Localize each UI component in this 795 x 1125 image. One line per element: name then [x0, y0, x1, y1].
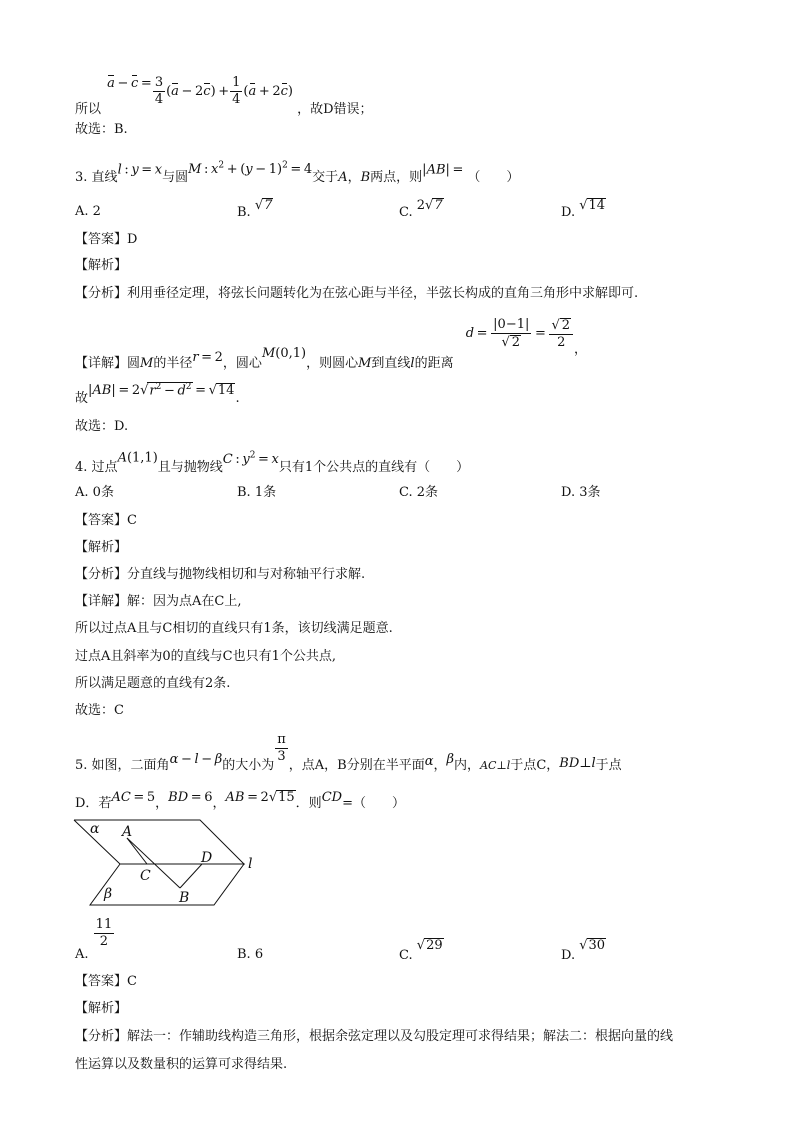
segment-db: [180, 864, 202, 888]
q5-stem-line2: D．若AC = 5，BD = 6，AB = 2√15．则CD=（ ）: [75, 790, 405, 811]
q3-radius: r = 2: [192, 350, 223, 366]
q4-detail-1: 【详解】解：因为点A在C上,: [75, 594, 242, 609]
q5-fenxi-2: 性运算以及数量积的运算可求得结果.: [75, 1057, 288, 1072]
q3-abs-ab: |AB| =: [422, 162, 464, 178]
q3-number: 3.: [75, 170, 92, 186]
segment-ac: [127, 838, 147, 864]
q5-ac-perp: AC⊥l: [480, 759, 511, 772]
q4-text-b: 且与抛物线: [157, 460, 223, 476]
q3-xiangjie-e: 到直线: [371, 356, 411, 372]
q3-text-d: 两点，则: [370, 170, 423, 186]
q5-ab-value: AB = 2√15: [225, 790, 295, 805]
q4-option-a[interactable]: [75, 486, 114, 499]
q2-prefix: 所以: [75, 101, 102, 117]
option-letter: D.: [561, 948, 576, 963]
option-value: 6: [254, 947, 264, 962]
q5-dihedral-figure: [72, 818, 272, 908]
q3-option-d[interactable]: D. √14: [561, 198, 606, 220]
q3-ab-result: 故$|AB| = 2√r^2 - d^2 = √14$.: [75, 382, 240, 407]
q5-option-d[interactable]: D. √30: [561, 938, 606, 963]
q5-stem-line1: 5. 如图，二面角α − l − β的大小为 $\frac{\pi}{3}$ ，点A，B分别在半平面α，β内，$_{AC\perp l}$于点C，BD⊥l于点: [75, 732, 622, 773]
option-letter: C.: [399, 205, 413, 220]
q3-distance-formula: d = $\frac{|0-1|}{√ 2}$ = $\frac{√ 2}{2}$: [466, 318, 574, 349]
q5-line2-c: =（ ）: [342, 796, 405, 811]
q3-line-equation: l : y = x: [117, 162, 163, 178]
q4-jiexi: 【解析】: [75, 540, 128, 555]
q5-option-a[interactable]: A. $\frac{11}{2}$: [75, 917, 113, 962]
q4-fenxi: 【分析】分直线与抛物线相切和与对称轴平行求解.: [75, 567, 366, 582]
q3-option-b[interactable]: B. √7: [237, 198, 273, 220]
label-beta: β: [104, 886, 113, 902]
q5-line2-b: ．则: [295, 796, 322, 811]
label-c: C: [140, 868, 151, 884]
q5-bd-value: BD = 6: [168, 790, 213, 805]
q3-stem: 3. 直线l : y = x与圆M : $x^2 + (y - 1)^2 = 4$交于A，B两点，则|AB| =（ ）: [75, 161, 520, 186]
q3-option-c[interactable]: C. 2√7: [399, 198, 443, 220]
option-value: 2条: [416, 485, 439, 500]
q5-text-f: 于点: [595, 758, 622, 773]
q5-text-a: 如图，二面角: [91, 758, 170, 773]
q3-choose: 故选：D.: [75, 419, 129, 434]
option-value: 2: [92, 204, 101, 219]
q3-xiangjie-d: ，则圆心: [306, 356, 359, 372]
q3-center: M(0,1): [261, 346, 307, 362]
option-letter: D.: [561, 485, 576, 500]
q5-angle-fraction: $\frac{\pi}{3}$: [277, 732, 286, 764]
q4-number: 4.: [75, 460, 92, 476]
q5-text-e: 于点C，: [510, 758, 560, 773]
q5-bd-perp: BD⊥l: [559, 756, 596, 771]
q2-vector-equation-line: [75, 75, 373, 117]
q5-option-b[interactable]: [237, 948, 263, 961]
q5-text-c: ，点A，B分别在半平面: [288, 758, 425, 773]
q2-suffix: ，故D错误；: [297, 101, 373, 117]
q3-text-b: 与圆: [162, 170, 189, 186]
q5-answer: 【答案】C: [75, 974, 137, 989]
q3-fenxi: 【分析】利用垂径定理，将弦长问题转化为在弦心距与半径，半弦长构成的直角三角形中求解即可.: [75, 286, 639, 301]
option-letter: A.: [75, 204, 89, 219]
q4-detail-3: 过点A且斜率为0的直线与C也只有1个公共点,: [75, 649, 337, 664]
q5-jiexi: 【解析】: [75, 1001, 128, 1016]
option-letter: B.: [237, 485, 251, 500]
q4-option-c[interactable]: [399, 486, 438, 499]
q2-vector-formula: a − c = $\frac{3}{4}$ ( a − 2 c ) + $\frac{1}{4}$ ( a + 2 c ): [107, 75, 293, 107]
label-b: B: [179, 890, 190, 906]
label-alpha: α: [90, 821, 100, 837]
plane-beta: [90, 864, 244, 905]
q5-text-b: 的大小为: [222, 758, 275, 773]
q5-cd: CD: [321, 790, 343, 805]
q4-parabola: C : $y^2 = x$: [222, 451, 279, 468]
q3-answer: 【答案】D: [75, 232, 138, 247]
label-d: D: [201, 850, 213, 866]
q4-detail-4: 所以满足题意的直线有2条.: [75, 676, 231, 691]
option-value: 3条: [579, 485, 601, 500]
q3-xiangjie-line: 【详解】圆M的半径r = 2，圆心M(0,1)，则圆心M到直线l的距离 d = $\frac{|0-1|}{√ 2}$ = $\frac{√ 2}{2}$ ，: [75, 317, 588, 372]
q3-circle-equation: M : $x^2 + (y - 1)^2 = 4$: [188, 161, 313, 178]
q5-line2-a: D．若: [75, 796, 112, 811]
option-letter: C.: [399, 948, 413, 963]
q3-text-a: 直线: [91, 170, 118, 186]
option-letter: A.: [75, 947, 89, 962]
q3-xiangjie-a: 【详解】圆: [75, 356, 141, 372]
q5-fenxi-1: 【分析】解法一：作辅助线构造三角形，根据余弦定理以及勾股定理可求得结果；解法二：根据向量的线: [75, 1029, 674, 1044]
q3-text-c: 交于: [312, 170, 339, 186]
q5-dihedral: α − l − β: [169, 752, 223, 767]
q3-option-a[interactable]: [75, 205, 101, 218]
option-letter: B.: [237, 947, 251, 962]
option-value: 0条: [92, 485, 114, 500]
q4-option-d[interactable]: [561, 486, 601, 499]
option-letter: B.: [237, 205, 251, 220]
plane-alpha: [74, 820, 244, 864]
q5-ac-value: AC = 5: [111, 790, 156, 805]
option-letter: A.: [75, 485, 89, 500]
q4-stem: [75, 450, 470, 476]
q3-gu: 故: [75, 391, 89, 407]
q4-point: A(1,1): [117, 450, 158, 466]
segment-ab: [127, 838, 180, 888]
option-letter: C.: [399, 485, 413, 500]
q2-choose: 故选：B.: [75, 122, 128, 137]
q4-choose: 故选：C: [75, 703, 124, 718]
q4-answer: 【答案】C: [75, 513, 137, 528]
q5-option-c[interactable]: C. √29: [399, 938, 443, 963]
option-value: 1条: [254, 485, 277, 500]
q3-xiangjie-b: 的半径: [153, 356, 193, 372]
q3-xiangjie-c: ，圆心: [222, 356, 262, 372]
q3-jiexi: 【解析】: [75, 258, 128, 273]
q5-number: 5.: [75, 758, 92, 773]
q4-option-b[interactable]: [237, 486, 276, 499]
q5-text-d: 内，: [454, 758, 481, 773]
q4-detail-2: 所以过点A且与C相切的直线只有1条，该切线满足题意.: [75, 621, 393, 636]
option-letter: D.: [561, 205, 576, 220]
label-a: A: [122, 824, 133, 840]
label-l: l: [248, 856, 253, 872]
q4-text-c: 只有1个公共点的直线有（ ）: [278, 460, 470, 476]
q3-blank: （ ）: [467, 170, 520, 186]
q4-text-a: 过点: [91, 460, 118, 476]
q3-xiangjie-f: 的距离: [414, 356, 454, 372]
